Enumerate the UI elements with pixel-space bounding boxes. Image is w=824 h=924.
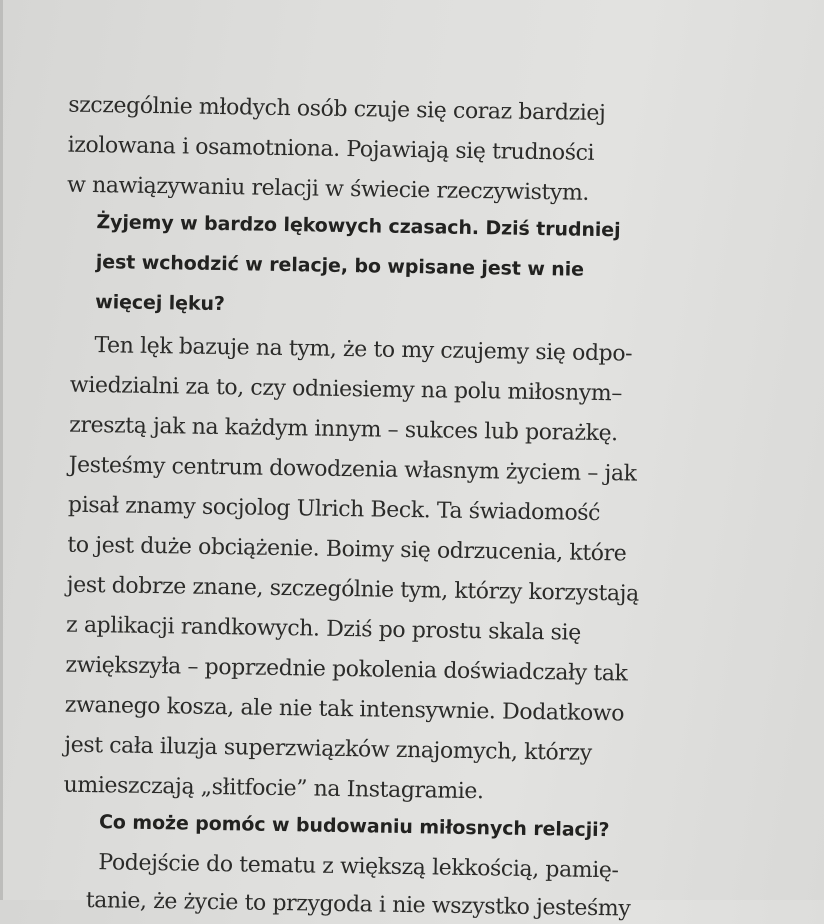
text-line: zresztą jak na każdym innym – sukces lub porażkę. xyxy=(69,412,618,447)
text-line: z aplikacji randkowych. Dziś po prostu skala się xyxy=(65,612,581,646)
question-line: jest wchodzić w relacje, bo wpisane jest w nie xyxy=(95,251,585,281)
text-line: Jesteśmy centrum dowodzenia własnym życiem – jak xyxy=(68,452,637,487)
question-line: więcej lęku? xyxy=(95,291,225,316)
text-line: zwanego kosza, ale nie tak intensywnie. Dodatkowo xyxy=(64,692,625,727)
text-line: Ten lęk bazuje na tym, że to my czujemy się odpo- xyxy=(94,333,633,367)
text-line: w nawiązywaniu relacji w świecie rzeczywistym. xyxy=(66,172,590,206)
text-line: Podejście do tematu z większą lekkością, pamię- xyxy=(98,850,619,884)
question-line: Żyjemy w bardzo lękowych czasach. Dziś trudniej xyxy=(96,211,621,242)
text-line: umieszczają „słitfocie” na Instagramie. xyxy=(63,772,484,805)
text-line: jest cała iluzja superzwiązków znajomych, którzy xyxy=(64,732,592,766)
text-line: wiedzialni za to, czy odniesiemy na polu miłosnym– xyxy=(69,372,623,407)
text-line: szczególnie młodych osób czuje się coraz bardziej xyxy=(68,92,606,127)
text-line: jest dobrze znane, szczególnie tym, którzy korzystają xyxy=(66,572,640,607)
text-line: zwiększyła – poprzednie pokolenia doświadczały tak xyxy=(65,652,628,687)
text-line: izolowana i osamotniona. Pojawiają się trudności xyxy=(67,132,595,166)
question-line: Co może pomóc w budowaniu miłosnych relacji? xyxy=(98,811,610,842)
text-line: pisał znamy socjolog Ulrich Beck. Ta świadomość xyxy=(67,492,601,527)
text-line: tanie, że życie to przygoda i nie wszystko jesteśmy xyxy=(85,887,631,922)
text-line: to jest duże obciążenie. Boimy się odrzucenia, które xyxy=(67,532,627,567)
